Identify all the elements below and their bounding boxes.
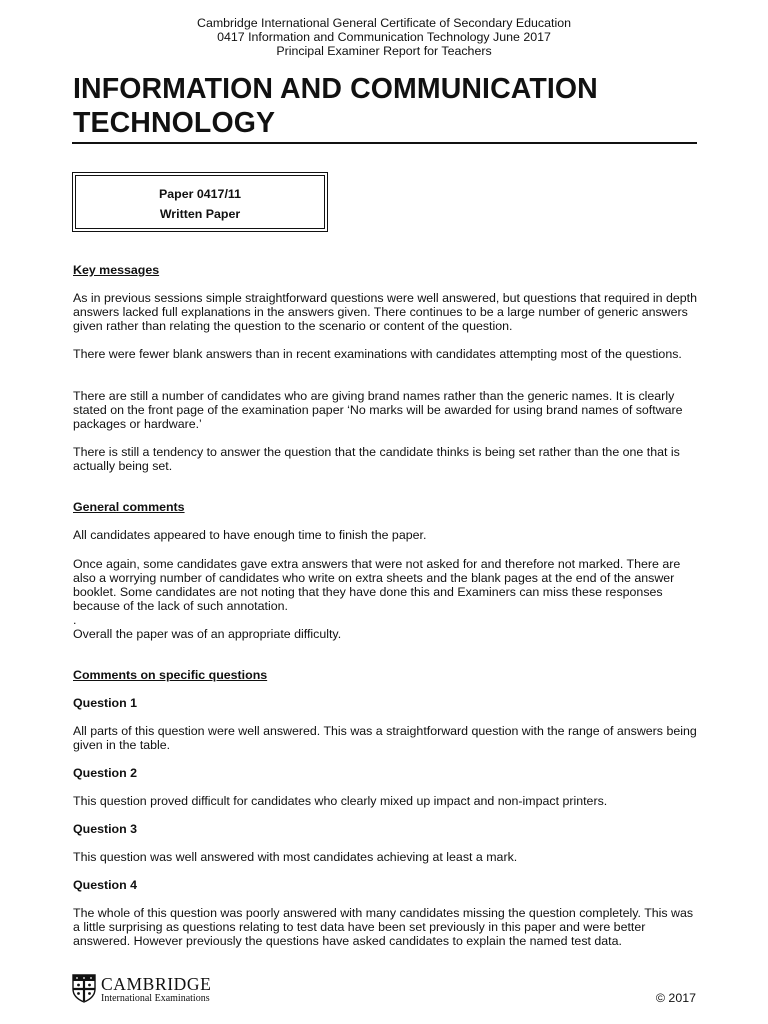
key-messages-heading: Key messages <box>73 263 160 277</box>
paper-info-inner <box>75 175 325 229</box>
header-line-2: 0417 Information and Communication Technology June 2017 <box>217 30 551 45</box>
crest-icon <box>72 974 96 1003</box>
key-messages-paragraph-4: There is still a tendency to answer the question that the candidate thinks is being set rather than the one that is actually being set. <box>73 445 680 473</box>
logo-wordmark: CAMBRIDGE <box>101 974 212 994</box>
copyright-notice: © 2017 <box>655 991 696 1005</box>
general-comments-dot: . <box>73 613 77 627</box>
header-line-3: Principal Examiner Report for Teachers <box>276 44 492 59</box>
question-1-text: All parts of this question were well answered. This was a straightforward question with the range of answers being given in the table. <box>73 724 697 752</box>
paper-type: Written Paper <box>159 207 241 221</box>
question-3-title: Question 3 <box>73 822 138 836</box>
document-header <box>0 16 768 59</box>
header-line-1: Cambridge International General Certificate of Secondary Education <box>197 16 571 30</box>
question-2-text: This question proved difficult for candidates who clearly mixed up impact and non-impact printers. <box>73 794 608 808</box>
general-comments-paragraph-3: Overall the paper was of an appropriate difficulty. <box>73 627 342 641</box>
cambridge-logo <box>72 974 232 1004</box>
question-1-title: Question 1 <box>73 696 138 710</box>
page-title <box>73 72 713 140</box>
logo-subtitle: International Examinations <box>101 993 210 1004</box>
general-comments-paragraph-1: All candidates appeared to have enough time to finish the paper. <box>73 528 427 542</box>
general-comments-paragraph-2: Once again, some candidates gave extra answers that were not asked for and therefore not marked. There are also a worrying number of candidates who write on extra sheets and the blank pages at the end of the answer booklet. Some candidates are not noting that they have done this and Examiners can miss these responses because of the lack of such annotation. <box>73 557 681 613</box>
general-comments-heading: General comments <box>73 500 185 514</box>
paper-code: Paper 0417/11 <box>159 187 241 201</box>
paper-info-box <box>72 172 328 232</box>
question-4-text: The whole of this question was poorly answered with many candidates missing the question completely. This was a little surprising as questions relating to test data have been set previously in this paper and were better answered. However previously the questions have asked candidates to explain the named test data. <box>73 906 694 948</box>
title-line-2: TECHNOLOGY <box>73 107 276 139</box>
question-3-text: This question was well answered with most candidates achieving at least a mark. <box>73 850 518 864</box>
key-messages-paragraph-2: There were fewer blank answers than in recent examinations with candidates attempting most of the questions. <box>73 347 682 361</box>
question-4-title: Question 4 <box>73 878 138 892</box>
title-divider <box>72 142 697 144</box>
title-line-1: INFORMATION AND COMMUNICATION <box>73 73 598 105</box>
key-messages-paragraph-3: There are still a number of candidates who are giving brand names rather than the generic names. It is clearly stated on the front page of the examination paper ‘No marks will be awarded for using brand names of software packages or hardware.’ <box>73 389 683 431</box>
key-messages-paragraph-1: As in previous sessions simple straightforward questions were well answered, but questions that required in depth answers lacked full explanations in the answers given. There continues to be a large number of generic answers given rather than relating the question to the scenario or content of the question. <box>73 291 697 333</box>
question-2-title: Question 2 <box>73 766 138 780</box>
specific-questions-heading: Comments on specific questions <box>73 668 268 682</box>
